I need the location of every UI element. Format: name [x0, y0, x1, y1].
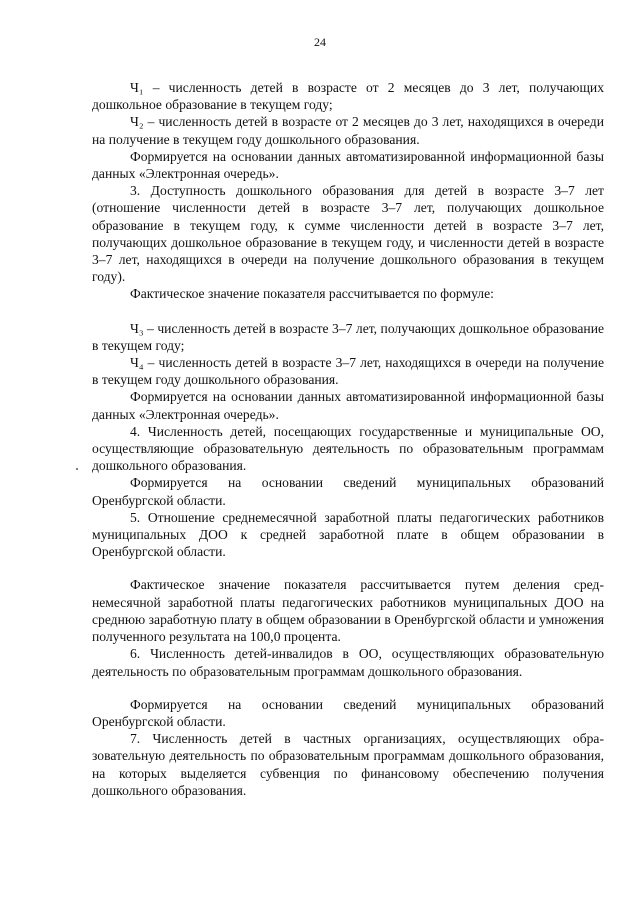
paragraph-indicator-5-calculation: Фактическое значение показателя рассчитывается путем деления среднемесячной заработной платы педагогических работников муниципальных ДОО на среднюю заработную плату в общем образовании в Оренбургской области и умножения полученного результата на 100,0 процента.: [92, 577, 604, 645]
paragraph-indicator-5: 5. Отношение среднемесячной заработной платы педагогических работников муниципальных ДОО к средней заработной плате в общем образовании в Оренбургской области.: [92, 509, 604, 560]
paragraph-ch2-definition: Ч₂ – численность детей в возрасте от 2 месяцев до 3 лет, находящихся в очереди на получение в текущем году дошкольного образования.: [92, 114, 604, 147]
page-number: 24: [314, 35, 326, 49]
paragraph-ch1-definition: Ч₁ – численность детей в возрасте от 2 месяцев до 3 лет, получающих дошкольное образование в текущем году;: [92, 80, 604, 113]
paragraph-source-municipal-2: Формируется на основании сведений муниципальных образований Оренбургской области.: [92, 696, 604, 729]
paragraph-source-electronic-queue-2: Формируется на основании данных автоматизированной информационной базы данных «Электронная очередь».: [92, 389, 604, 422]
paragraph-source-municipal: Формируется на основании сведений муниципальных образований Оренбургской области.: [92, 475, 604, 508]
paragraph-ch4-definition: Ч₄ – численность детей в возрасте 3–7 лет, находящихся в очереди на получение в текущем году дошкольного образования.: [92, 355, 604, 388]
scan-artifact-dot: [76, 468, 78, 470]
paragraph-formula-intro: Фактическое значение показателя рассчитывается по формуле:: [130, 286, 494, 302]
document-body: [92, 79, 604, 799]
paragraph-indicator-3: 3. Доступность дошкольного образования для детей в возрасте 3–7 лет (отношение численности детей в возрасте 3–7 лет, получающих дошкольное образование в текущем году, к сумме численности детей в возрасте 3–7 лет, получающих дошкольное образование в текущем году, и численности детей в возрасте 3–7 лет, находящихся в очереди на получение дошкольного образования в текущем году).: [92, 183, 604, 285]
paragraph-indicator-6: 6. Численность детей-инвалидов в ОО, осуществляющих образовательную деятельность по образовательным программам дошкольного образования.: [92, 646, 604, 679]
paragraph-source-electronic-queue: Формируется на основании данных автоматизированной информационной базы данных «Электронная очередь».: [92, 148, 604, 182]
paragraph-ch3-definition: Ч₃ – численность детей в возрасте 3–7 лет, получающих дошкольное образование в текущем году;: [92, 320, 604, 353]
paragraph-indicator-7: 7. Численность детей в частных организациях, осуществляющих образовательную деятельность по образовательным программам дошкольного образования, на которых выделяется субвенция по финансовому обеспечению получения дошкольного образования.: [92, 731, 604, 798]
paragraph-indicator-4: 4. Численность детей, посещающих государственные и муниципальные ОО, осуществляющие образовательную деятельность по образовательным программам дошкольного образования.: [92, 423, 604, 474]
